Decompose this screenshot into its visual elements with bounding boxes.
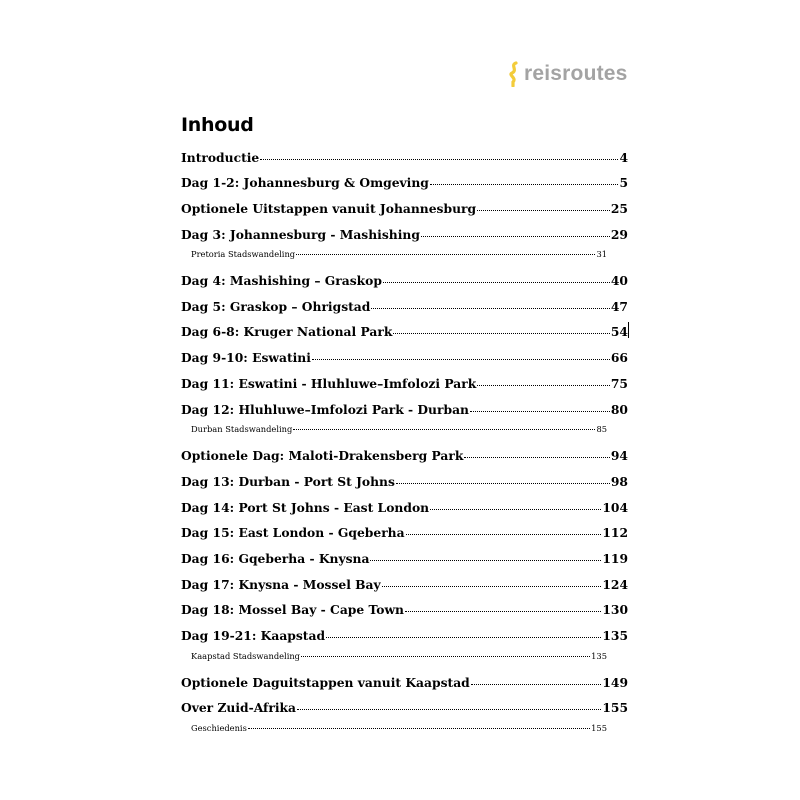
dot-leader [383, 282, 610, 283]
toc-entry-label: Dag 16: Gqeberha - Knysna [181, 551, 370, 566]
dot-leader [406, 534, 602, 535]
brand-name: reisroutes [524, 62, 628, 85]
toc-entry-page: 119 [602, 551, 628, 566]
toc-entry[interactable] [181, 350, 628, 365]
toc-entry-label: Dag 6-8: Kruger National Park [181, 324, 393, 339]
toc-entry-page: 155 [602, 700, 628, 715]
dot-leader [470, 411, 610, 412]
toc-entry-label: Over Zuid-Afrika [181, 700, 296, 715]
toc-entry-page: 149 [602, 675, 628, 690]
toc-entry-label: Dag 14: Port St Johns - East London [181, 500, 430, 515]
dot-leader [477, 385, 610, 386]
toc-entry-page: 5 [619, 175, 628, 190]
toc-subentry[interactable] [191, 424, 607, 434]
toc-entry[interactable] [181, 525, 628, 540]
dot-leader [296, 254, 595, 255]
toc-subentry[interactable] [191, 651, 607, 661]
toc-entry-page: 4 [619, 150, 628, 165]
toc-entry-label: Dag 1-2: Johannesburg & Omgeving [181, 175, 429, 190]
toc-entry-label: Durban Stadswandeling [191, 424, 293, 434]
toc-entry-label: Dag 15: East London - Gqeberha [181, 525, 405, 540]
toc-entry-page: 130 [602, 602, 628, 617]
toc-entry-label: Dag 11: Eswatini - Hluhluwe–Imfolozi Park [181, 376, 477, 391]
toc-entry[interactable] [181, 700, 628, 715]
toc-entry[interactable] [181, 299, 628, 314]
toc-entry-page: 112 [602, 525, 628, 540]
toc-entry[interactable] [181, 628, 628, 643]
dot-leader [297, 709, 601, 710]
toc-entry-label: Optionele Daguitstappen vanuit Kaapstad [181, 675, 470, 690]
toc-entry-page: 25 [610, 201, 628, 216]
toc-entry-page: 94 [610, 448, 628, 463]
toc-entry-label: Kaapstad Stadswandeling [191, 651, 300, 661]
toc-entry-page: 31 [596, 249, 607, 259]
dot-leader [370, 560, 601, 561]
dot-leader [405, 611, 601, 612]
dot-leader [293, 429, 595, 430]
text-cursor [628, 322, 629, 338]
toc-entry[interactable] [181, 500, 628, 515]
toc-entry[interactable] [181, 577, 628, 592]
dot-leader [471, 684, 602, 685]
toc-entry-label: Dag 13: Durban - Port St Johns [181, 474, 395, 489]
toc-entry-label: Dag 3: Johannesburg - Mashishing [181, 227, 420, 242]
toc-entry-label: Dag 12: Hluhluwe–Imfolozi Park - Durban [181, 402, 469, 417]
toc-entry-label: Optionele Dag: Maloti-Drakensberg Park [181, 448, 464, 463]
dot-leader [382, 586, 602, 587]
toc-entry-page: 135 [591, 651, 607, 661]
dot-leader [371, 308, 610, 309]
dot-leader [312, 359, 610, 360]
dot-leader [301, 656, 590, 657]
toc-subentry[interactable] [191, 249, 607, 259]
toc-entry[interactable] [181, 175, 628, 190]
toc-entry-page: 124 [602, 577, 628, 592]
toc-entry-page: 98 [610, 474, 628, 489]
dot-leader [396, 483, 610, 484]
toc-subentry[interactable] [191, 723, 607, 733]
route-marker-icon [507, 61, 521, 87]
toc-entry[interactable] [181, 675, 628, 690]
toc-entry[interactable] [181, 227, 628, 242]
toc-entry-page: 47 [610, 299, 628, 314]
toc-entry-page: 85 [596, 424, 607, 434]
toc-entry-label: Dag 18: Mossel Bay - Cape Town [181, 602, 404, 617]
dot-leader [260, 159, 618, 160]
toc-entry-page: 135 [602, 628, 628, 643]
toc-entry-label: Dag 4: Mashishing – Graskop [181, 273, 382, 288]
toc-entry[interactable] [181, 150, 628, 165]
toc-entry[interactable] [181, 402, 628, 417]
toc-entry[interactable] [181, 448, 628, 463]
dot-leader [393, 333, 610, 334]
toc-entry[interactable] [181, 273, 628, 288]
toc-entry[interactable] [181, 201, 628, 216]
toc-entry-label: Pretoria Stadswandeling [191, 249, 296, 259]
toc-entry-page: 75 [610, 376, 628, 391]
toc-entry[interactable] [181, 551, 628, 566]
toc-entry-label: Optionele Uitstappen vanuit Johannesburg [181, 201, 477, 216]
brand-logo [507, 60, 628, 88]
dot-leader [464, 457, 610, 458]
toc-entry-page: 80 [610, 402, 628, 417]
dot-leader [248, 728, 590, 729]
toc-heading: Inhoud [181, 114, 254, 136]
toc-entry-page: 66 [610, 350, 628, 365]
toc-entry-page: 155 [591, 723, 607, 733]
toc-entry-label: Dag 5: Graskop – Ohrigstad [181, 299, 371, 314]
toc-entry-label: Dag 9-10: Eswatini [181, 350, 311, 365]
toc-entry-label: Dag 19-21: Kaapstad [181, 628, 326, 643]
toc-entry-label: Introductie [181, 150, 260, 165]
toc-entry-page: 29 [610, 227, 628, 242]
toc-entry-page: 40 [610, 273, 628, 288]
toc-entry[interactable] [181, 376, 628, 391]
toc-entry[interactable] [181, 602, 628, 617]
toc-entry-page: 54 [610, 324, 628, 339]
toc-entry-label: Geschiedenis [191, 723, 247, 733]
dot-leader [430, 509, 601, 510]
dot-leader [326, 637, 601, 638]
dot-leader [477, 210, 610, 211]
toc-entry[interactable] [181, 324, 628, 339]
dot-leader [421, 236, 610, 237]
toc-entry[interactable] [181, 474, 628, 489]
toc-entry-page: 104 [602, 500, 628, 515]
dot-leader [430, 184, 619, 185]
toc-entry-label: Dag 17: Knysna - Mossel Bay [181, 577, 381, 592]
